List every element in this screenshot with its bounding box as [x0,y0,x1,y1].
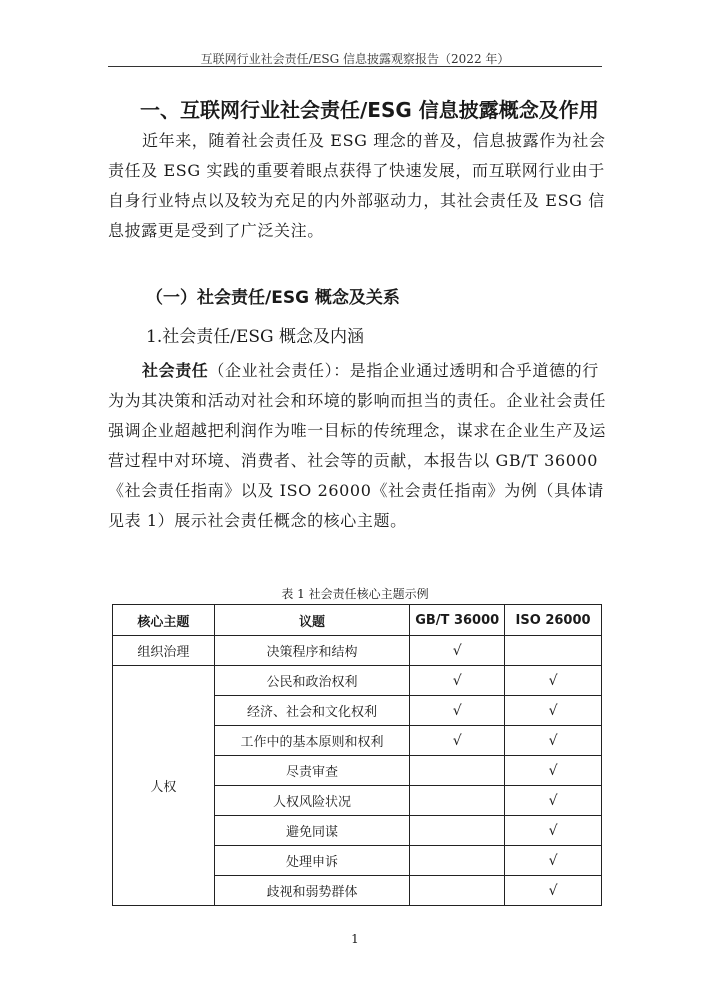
issue-cell: 尽责审查 [214,756,410,786]
gbt-check-cell [410,846,505,876]
header-gbt: GB/T 36000 [410,605,505,636]
intro-text: 近年来，随着社会责任及 ESG 理念的普及，信息披露作为社会责任及 ESG 实践的重要着眼点获得了快速发展，而互联网行业由于自身行业特点以及较为充足的内外部驱动力，其社会责任及 ESG 信息披露更是受到了广泛关注。 [108,131,606,240]
iso-check-cell: √ [505,666,602,696]
gbt-check-cell [410,786,505,816]
header-iso: ISO 26000 [505,605,602,636]
gbt-check-cell [410,816,505,846]
subsubsection-heading: 1.社会责任/ESG 概念及内涵 [146,327,364,347]
iso-check-cell: √ [505,726,602,756]
issue-cell: 歧视和弱势群体 [214,876,410,906]
issue-cell: 人权风险状况 [214,786,410,816]
iso-check-cell: √ [505,696,602,726]
iso-check-cell: √ [505,756,602,786]
gbt-check-cell: √ [410,726,505,756]
iso-check-cell: √ [505,876,602,906]
issue-cell: 处理申诉 [214,846,410,876]
iso-check-cell: √ [505,846,602,876]
gbt-check-cell: √ [410,666,505,696]
gbt-check-cell [410,756,505,786]
core-theme-cell: 人权 [113,666,215,906]
definition-term: 社会责任 [142,361,209,380]
gbt-check-cell: √ [410,696,505,726]
table-header-row [113,605,602,636]
header-core-theme: 核心主题 [113,605,215,636]
header-issue: 议题 [214,605,410,636]
gbt-check-cell [410,876,505,906]
table-body [113,636,602,906]
table-row [113,636,602,666]
subsection-heading: （一）社会责任/ESG 概念及关系 [146,288,400,308]
iso-check-cell: √ [505,816,602,846]
table-row [113,666,602,696]
section-heading: 一、互联网行业社会责任/ESG 信息披露概念及作用 [140,98,599,122]
definition-body: （企业社会责任）：是指企业通过透明和合乎道德的行为为其决策和活动对社会和环境的影响而担当的责任。企业社会责任强调企业超越把利润作为唯一目标的传统理念，谋求在企业生产及运营过程中对环境、消费者、社会等的贡献，本报告以 GB/T 36000《社会责任指南》以及 ISO 26000《社会责任指南》为例（具体请见表 1）展示社会责任概念的核心主题。 [108,361,607,530]
core-themes-table [112,604,602,906]
definition-paragraph [108,356,614,536]
issue-cell: 公民和政治权利 [214,666,410,696]
issue-cell: 经济、社会和文化权利 [214,696,410,726]
issue-cell: 决策程序和结构 [214,636,410,666]
header-rule [108,66,602,67]
core-theme-cell: 组织治理 [113,636,215,666]
running-header: 互联网行业社会责任/ESG 信息披露观察报告（2022 年） [200,52,510,66]
iso-check-cell [505,636,602,666]
page-number: 1 [351,932,359,946]
intro-paragraph [108,126,614,246]
table-caption: 表 1 社会责任核心主题示例 [281,587,429,601]
issue-cell: 避免同谋 [214,816,410,846]
iso-check-cell: √ [505,786,602,816]
gbt-check-cell: √ [410,636,505,666]
issue-cell: 工作中的基本原则和权利 [214,726,410,756]
